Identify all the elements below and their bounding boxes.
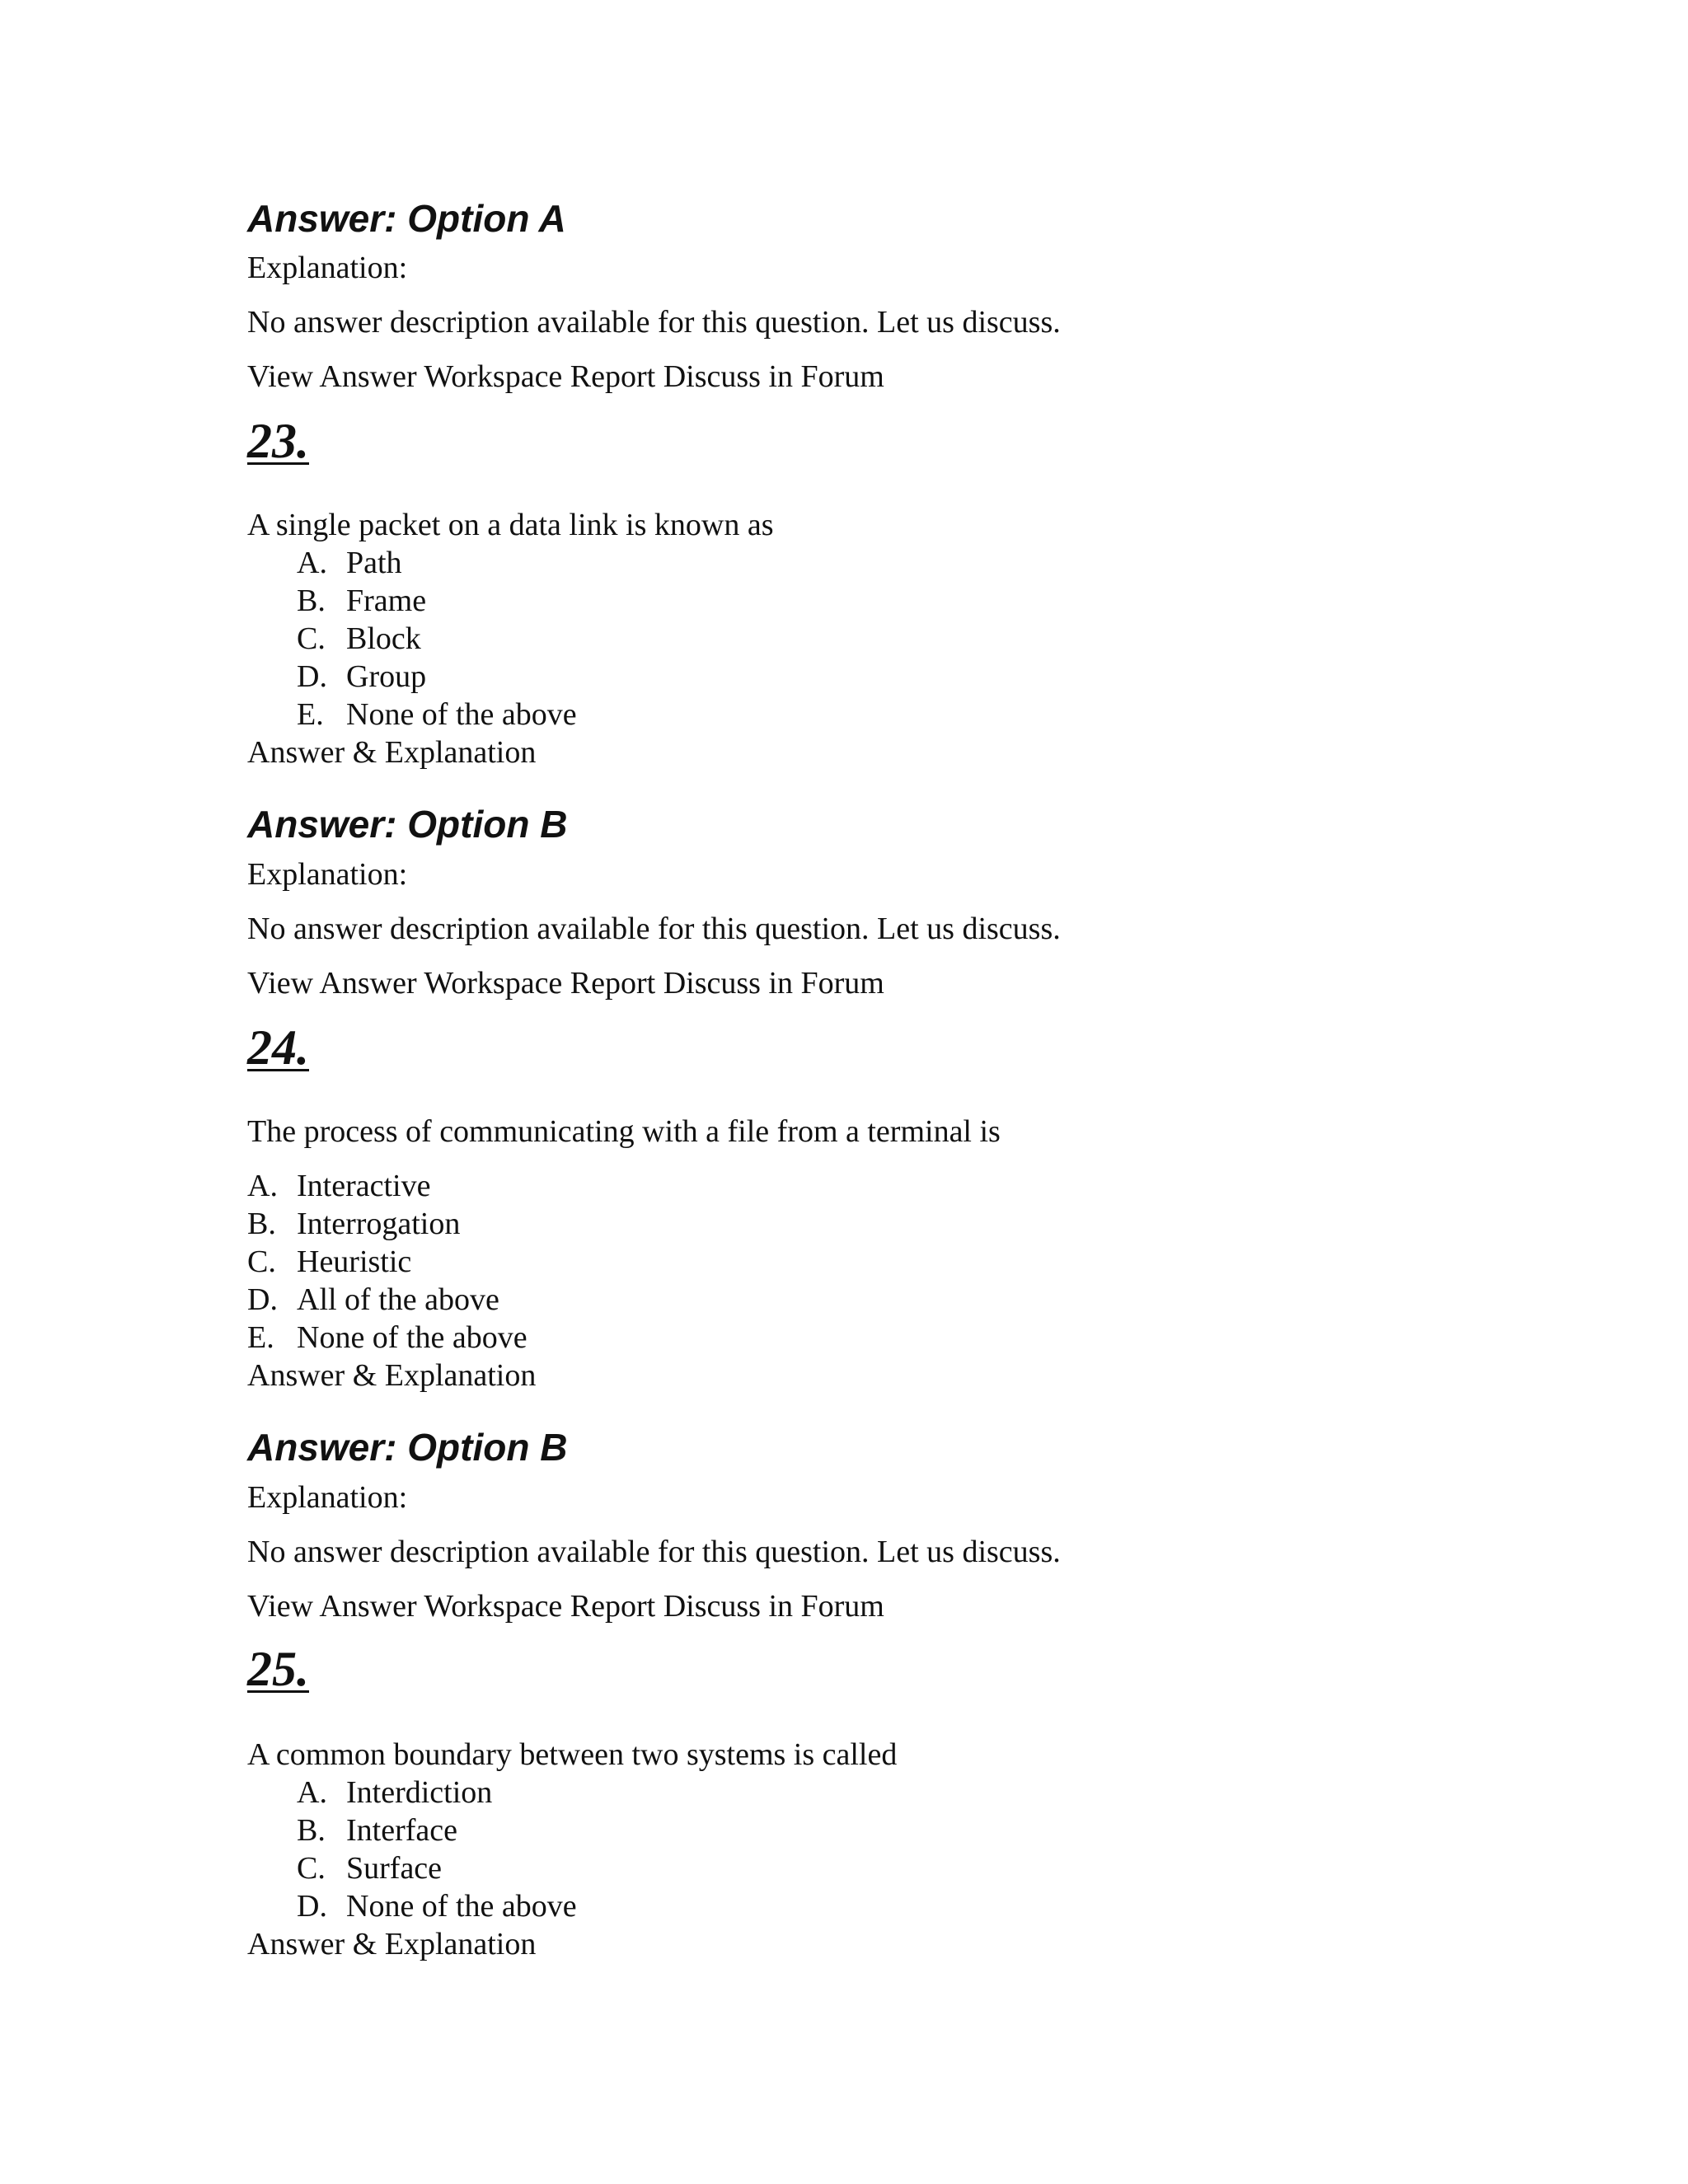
question-text: A common boundary between two systems is called: [247, 1737, 898, 1772]
option-item: [297, 1887, 577, 1925]
question-text: A single packet on a data link is known as: [247, 508, 774, 542]
option-label: Interface: [346, 1813, 457, 1848]
question-number-text: 24.: [247, 1020, 309, 1075]
option-letter: C.: [297, 621, 326, 656]
answer-explanation-link[interactable]: Answer & Explanation: [247, 1358, 537, 1393]
answer-heading: Answer: Option B: [247, 803, 568, 846]
option-letter: A.: [247, 1169, 278, 1203]
question-number-text: 23.: [247, 414, 309, 468]
option-letter: A.: [297, 1775, 327, 1810]
option-item: [297, 696, 577, 733]
option-letter: A.: [297, 546, 327, 580]
option-letter: D.: [247, 1282, 278, 1317]
option-item: [297, 544, 577, 582]
explanation-label: Explanation:: [247, 251, 408, 285]
option-list: [247, 1167, 528, 1357]
answer-links[interactable]: View Answer Workspace Report Discuss in Forum: [247, 966, 884, 1001]
explanation-label: Explanation:: [247, 1480, 408, 1515]
option-item: [247, 1205, 528, 1243]
answer-heading: Answer: Option A: [247, 197, 566, 240]
question-number: [247, 412, 350, 470]
option-letter: D.: [297, 659, 327, 694]
option-letter: D.: [297, 1889, 327, 1924]
answer-links[interactable]: View Answer Workspace Report Discuss in Forum: [247, 1589, 884, 1624]
option-label: None of the above: [346, 1889, 577, 1924]
answer-explanation-link[interactable]: Answer & Explanation: [247, 1927, 537, 1961]
answer-links[interactable]: View Answer Workspace Report Discuss in Forum: [247, 359, 884, 394]
option-label: None of the above: [297, 1320, 528, 1355]
option-label: Path: [346, 546, 402, 580]
option-list: [297, 544, 577, 733]
option-letter: E.: [247, 1320, 274, 1355]
option-item: [247, 1243, 528, 1281]
option-label: All of the above: [297, 1282, 499, 1317]
option-label: Heuristic: [297, 1244, 412, 1279]
option-item: [297, 620, 577, 658]
option-label: Frame: [346, 583, 427, 618]
option-item: [297, 1849, 577, 1887]
option-label: Block: [346, 621, 421, 656]
option-list: [297, 1774, 577, 1925]
question-number: [247, 1019, 350, 1076]
option-label: Interdiction: [346, 1775, 493, 1810]
option-item: [297, 582, 577, 620]
option-item: [247, 1281, 528, 1319]
option-item: [247, 1167, 528, 1205]
option-letter: E.: [297, 697, 324, 732]
option-letter: B.: [297, 1813, 326, 1848]
explanation-text: No answer description available for this question. Let us discuss.: [247, 305, 1061, 340]
explanation-text: No answer description available for this question. Let us discuss.: [247, 1535, 1061, 1569]
option-label: Group: [346, 659, 427, 694]
option-item: [297, 1811, 577, 1849]
option-label: Interrogation: [297, 1207, 461, 1241]
answer-heading: Answer: Option B: [247, 1426, 568, 1469]
option-label: Surface: [346, 1851, 443, 1886]
explanation-text: No answer description available for this question. Let us discuss.: [247, 912, 1061, 946]
question-text: The process of communicating with a file from a terminal is: [247, 1114, 1001, 1149]
option-item: [297, 1774, 577, 1811]
option-label: Interactive: [297, 1169, 431, 1203]
option-letter: B.: [247, 1207, 276, 1241]
option-letter: C.: [297, 1851, 326, 1886]
explanation-label: Explanation:: [247, 857, 408, 892]
option-item: [297, 658, 577, 696]
option-letter: C.: [247, 1244, 276, 1279]
answer-explanation-link[interactable]: Answer & Explanation: [247, 735, 537, 770]
question-number: [247, 1640, 350, 1698]
option-label: None of the above: [346, 697, 577, 732]
question-number-text: 25.: [247, 1642, 309, 1696]
option-item: [247, 1319, 528, 1357]
option-letter: B.: [297, 583, 326, 618]
